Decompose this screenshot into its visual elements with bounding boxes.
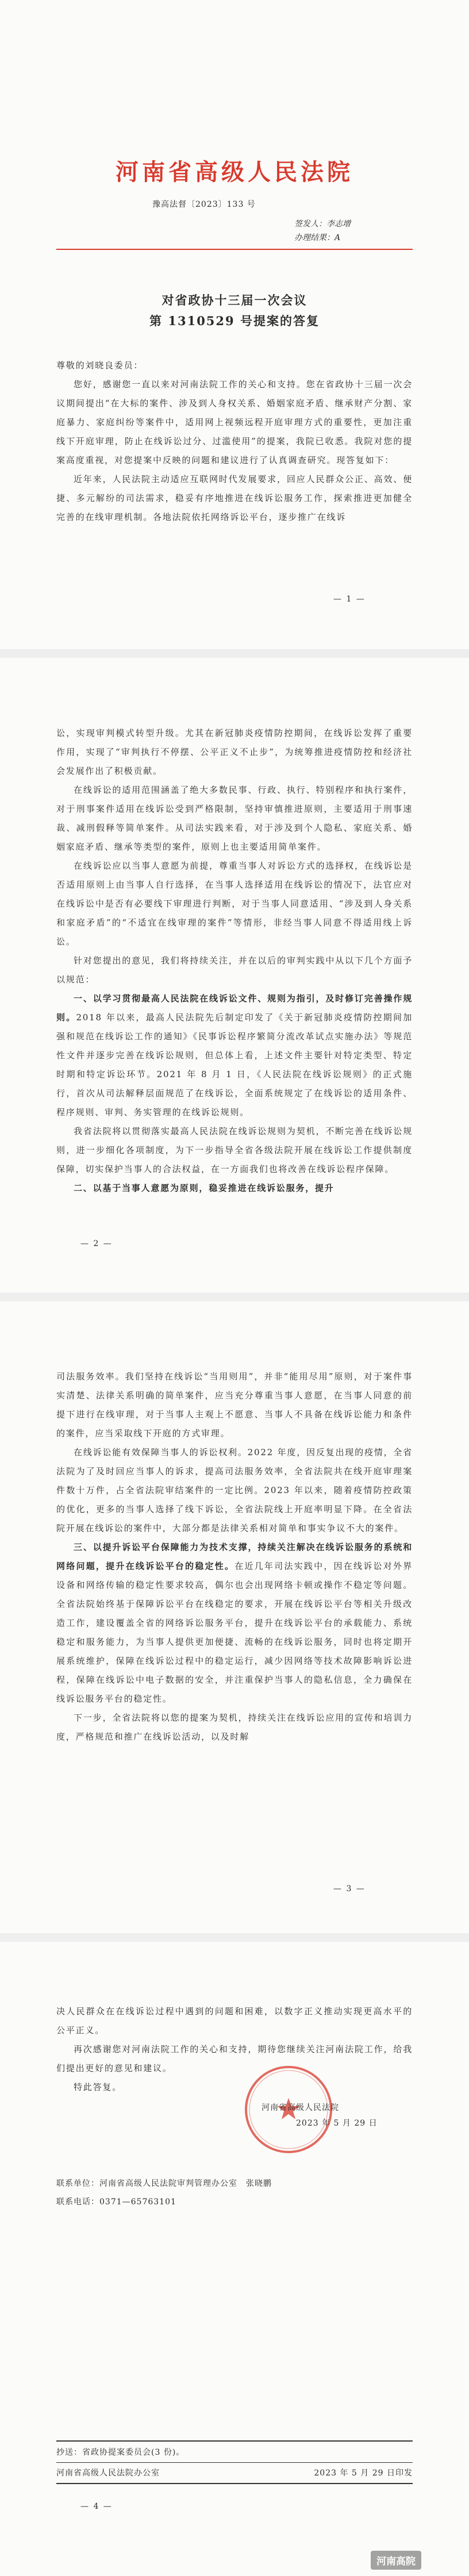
seal-organization: 河南省高级人民法院 xyxy=(262,2103,339,2112)
page-number: — 3 — xyxy=(333,1884,366,1894)
paragraph: 您好，感谢您一直以来对河南法院工作的关心和支持。您在省政协十三届一次会议期间提出“在大标的案件、涉及到人身权关系、婚姻家庭矛盾、继承财产分割、家庭暴力、家庭纠纷等案件中，适用网上视频远程开庭审理方式的重要性，更加注重线下开庭审理，防止在线诉讼过分、过滥使用”的提案，我院已收悉。我院对您的提案高度重视，对您提案中反映的问题和建议进行了认真调查研究。现答复如下： xyxy=(56,379,413,465)
footer-office: 河南省高级人民法院办公室 xyxy=(56,2469,160,2478)
paragraph: 在线诉讼应以当事人意愿为前提，尊重当事人对诉讼方式的选择权，在线诉讼是否适用原则上由当事人自行选择，在当事人选择适用在线诉讼的情况下，法官应对在线诉讼中是否有必要线下审理进行判断，对于当事人同意适用、“涉及到人身关系和家庭矛盾”的“不适宜在线审理的案件”等情形，非经当事人同意不得适用线上诉讼。 xyxy=(56,861,413,947)
title-line-2: 第 1310529 号提案的答复 xyxy=(149,314,320,328)
page-number: — 4 — xyxy=(80,2502,113,2511)
paragraph: 针对您提出的意见，我们将持续关注，并在以后的审判实践中从以下几个方面予以规范： xyxy=(56,955,413,985)
cc-line: 抄送：省政协提案委员会(3 份)。 xyxy=(56,2448,185,2457)
page-gap xyxy=(0,1933,469,1942)
footer-print-date: 2023 年 5 月 29 日印发 xyxy=(314,2469,413,2478)
watermark-logo: 河南高院 xyxy=(371,2551,421,2570)
paragraph: 司法服务效率。我们坚持在线诉讼“当用则用”，并非“能用尽用”原则，对于案件事实清楚、法律关系明确的简单案件，应当充分尊重当事人意愿，在当事人同意的前提下进行在线审理，对于当事人主观上不愿意、当事人不具备在线诉讼能力和条件的案件，应当采取线下开庭的方式审理。 xyxy=(56,1371,413,1439)
section-item-3 xyxy=(56,1538,413,1709)
red-divider xyxy=(56,249,413,250)
paragraph: 再次感谢您对河南法院工作的关心和支持，期待您继续关注河南法院工作，给我们提出更好的意见和建议。 xyxy=(56,2044,413,2073)
page-number: — 2 — xyxy=(80,1239,113,1248)
paragraph: 决人民群众在在线诉讼过程中遇到的问题和困难，以数字正义推动实现更高水平的公平正义。 xyxy=(56,2006,413,2035)
closing: 特此答复。 xyxy=(74,2082,122,2092)
contact-phone: 联系电话：0371—65763101 xyxy=(56,2197,176,2207)
document-title xyxy=(0,290,469,331)
paragraph: 讼，实现审判模式转型升级。尤其在新冠肺炎疫情防控期间，在线诉讼发挥了重要作用，实现了“审判执行不停摆、公平正义不止步”，为统筹推进疫情防控和经济社会发展作出了积极贡献。 xyxy=(56,728,413,776)
section-body: 2018 年以来，最高人民法院先后制定印发了《关于新冠肺炎疫情防控期间加强和规范在线诉讼工作的通知》《民事诉讼程序繁简分流改革试点实施办法》等规范性文件并逐步完善在线诉讼规则，但总体上看，上述文件主要针对特定类型、特定时期和特定诉讼环节。2021 年 8 月 1 日，《人民法院在线诉讼规则》的正式施行，首次从司法解释层面规范了在线诉讼，全面系统规定了在线诉讼的适用条件、程序规则、审判、务实管理的在线诉讼规则。 xyxy=(56,1012,413,1117)
page-4 xyxy=(0,1942,469,2576)
document-number: 豫高法督〔2023〕133 号 xyxy=(152,200,256,209)
page-1-body xyxy=(56,356,413,527)
section-heading: 二、以基于当事人意愿为原则，稳妥推进在线诉讼服务，提升 xyxy=(74,1183,335,1193)
org-title: 河南省高级人民法院 xyxy=(116,159,353,186)
page-3 xyxy=(0,1301,469,1933)
section-item-1 xyxy=(56,989,413,1122)
section-heading: 一、以学习贯彻最高人民法院在线诉讼文件、规则为指引，及时修订完善操作规则。 xyxy=(56,993,413,1023)
footer-rule xyxy=(56,2440,413,2442)
footer-rule xyxy=(56,2462,413,2463)
page-4-body xyxy=(56,2002,413,2097)
page-gap xyxy=(0,1293,469,1301)
footer-rule xyxy=(56,2483,413,2484)
paragraph: 下一步，全省法院将以您的提案为契机，持续关注在线诉讼应用的宣传和培训力度，严格规范和推广在线诉讼活动，以及时解 xyxy=(56,1713,413,1742)
salutation: 尊敬的刘晓良委员： xyxy=(56,360,144,371)
paragraph: 在线诉讼的适用范围涵盖了绝大多数民事、行政、执行、特别程序和执行案件，对于刑事案件适用在线诉讼受到严格限制，坚持审慎推进原则，主要适用于刑事速裁、减刑假释等简单案件。从司法实践来看，对于涉及到个人隐私、家庭关系、婚姻家庭矛盾、继承等类型的案件，原则上也主要适用简单案件。 xyxy=(56,785,413,852)
contact-unit: 联系单位：河南省高级人民法院审判管理办公室 张晓鹏 xyxy=(56,2179,272,2188)
page-2 xyxy=(0,658,469,1293)
paragraph: 近年来，人民法院主动适应互联网时代发展要求，回应人民群众公正、高效、便捷、多元解纷的司法需求，稳妥有序地推进在线诉讼服务工作，探索推进更加健全完善的在线审理机制。各地法院依托网络诉讼平台，逐步推广在线诉 xyxy=(56,474,413,522)
page-3-body xyxy=(56,1367,413,1746)
signer: 签发人：李志增 xyxy=(294,219,351,229)
page-gap xyxy=(0,649,469,658)
issuer-block xyxy=(294,217,351,245)
paragraph: 我省法院将以贯彻落实最高人民法院在线诉讼规则为契机，不断完善在线诉讼规则，进一步细化各项制度，为下一步指导全省各级法院开展在线诉讼工作提供制度保障，切实保护当事人的合法权益，在一方面我们也将改善在线诉讼程序保障。 xyxy=(56,1126,413,1174)
print-info xyxy=(56,2467,413,2478)
page-1 xyxy=(0,0,469,649)
issue-date: 2023 年 5 月 29 日 xyxy=(296,2119,378,2128)
section-heading: 三、以提升诉讼平台保障能力为技术支撑，持续关注解决在线诉讼服务的系统和网络问题，提升在线诉讼平台的稳定性。 xyxy=(56,1542,413,1571)
result: 办理结果：A xyxy=(294,233,341,242)
paragraph: 在线诉讼能有效保障当事人的诉讼权利。2022 年度，因反复出现的疫情，全省法院为了及时回应当事人的诉求，提高司法服务效率，全省法院共在线开庭审理案件数十万件，占全省法院审结案件的一定比例。2023 年以来，随着疫情防控政策的优化，更多的当事人选择了线下诉讼，全省法院线上开庭率明显下降。在全省法院开展在线诉讼的案件中，大部分都是法律关系相对简单和事实争议不大的案件。 xyxy=(56,1447,413,1533)
title-line-1: 对省政协十三届一次会议 xyxy=(162,293,307,307)
page-number: — 1 — xyxy=(333,595,366,604)
section-body: 在近几年司法实践中，因在线诉讼对外界设备和网络传输的稳定性要求较高，偶尔也会出现网络卡顿或操作不稳定等问题。全省法院始终基于保障诉讼平台在线稳定的要求，开展在线诉讼平台等相关升级改造工作，建设覆盖全省的网络诉讼服务平台，提升在线诉讼平台的承载能力、系统稳定和服务能力，为当事人提供更加便捷、流畅的在线诉讼服务，同时也将定期开展系统维护，保障在线诉讼过程中的稳定运行，减少因网络等技术故障影响诉讼进程，保障在线诉讼中电子数据的安全，并注重保护当事人的隐私信息，全力确保在线诉讼服务平台的稳定性。 xyxy=(56,1561,413,1704)
page-2-body xyxy=(56,724,413,1198)
